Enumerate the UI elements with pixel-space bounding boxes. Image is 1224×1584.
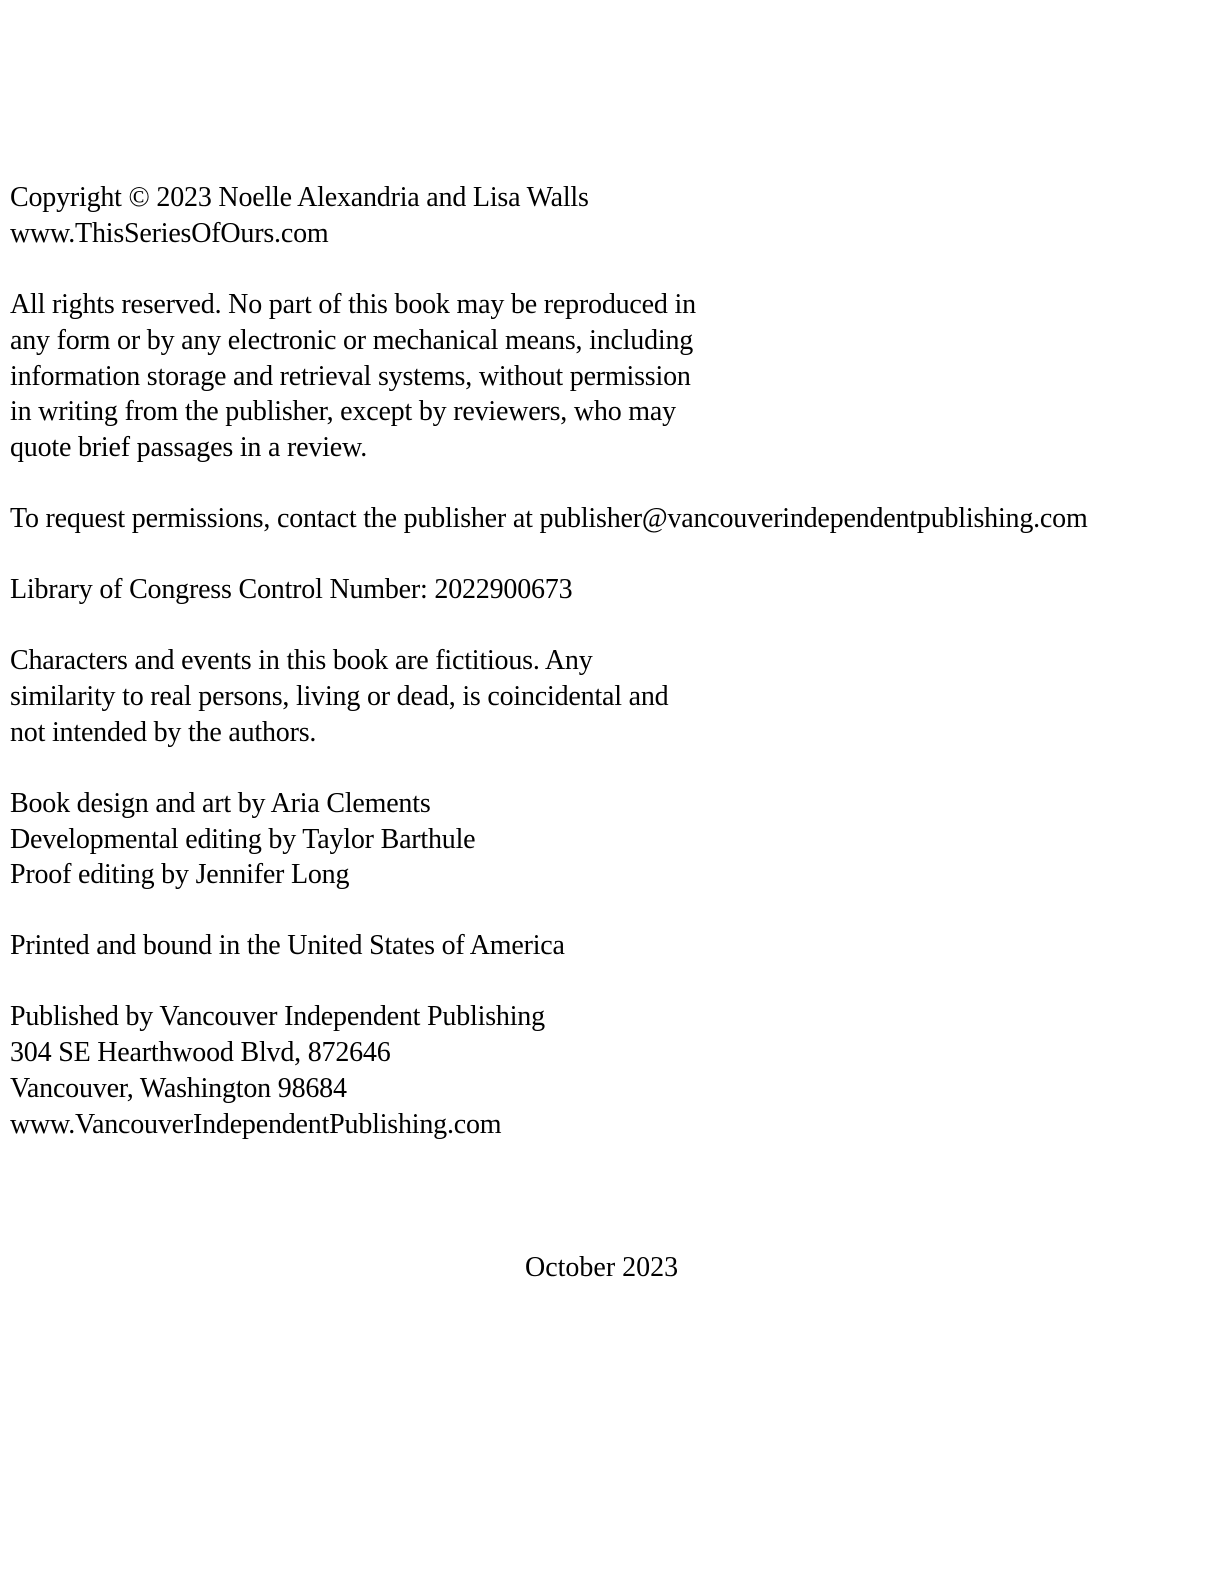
rights-line-5: quote brief passages in a review. bbox=[10, 432, 368, 463]
credit-developmental-editing: Developmental editing by Taylor Barthule bbox=[10, 824, 476, 855]
lccn: Library of Congress Control Number: 2022900673 bbox=[10, 574, 573, 605]
publisher-name: Published by Vancouver Independent Publishing bbox=[10, 1001, 545, 1032]
publication-date: October 2023 bbox=[525, 1252, 679, 1283]
permissions-request: To request permissions, contact the publisher at publisher@vancouverindependentpublishing.com bbox=[10, 503, 1088, 534]
printed-notice: Printed and bound in the United States of America bbox=[10, 930, 565, 961]
series-website: www.ThisSeriesOfOurs.com bbox=[10, 218, 329, 249]
rights-line-1: All rights reserved. No part of this book may be reproduced in bbox=[10, 289, 696, 320]
rights-line-4: in writing from the publisher, except by reviewers, who may bbox=[10, 396, 676, 427]
rights-line-3: information storage and retrieval systems, without permission bbox=[10, 361, 691, 392]
copyright-notice: Copyright © 2023 Noelle Alexandria and Lisa Walls bbox=[10, 182, 589, 213]
publisher-city: Vancouver, Washington 98684 bbox=[10, 1073, 347, 1104]
disclaimer-line-1: Characters and events in this book are fictitious. Any bbox=[10, 645, 593, 676]
disclaimer-line-2: similarity to real persons, living or dead, is coincidental and bbox=[10, 681, 669, 712]
credit-proof-editing: Proof editing by Jennifer Long bbox=[10, 859, 350, 890]
disclaimer-line-3: not intended by the authors. bbox=[10, 717, 317, 748]
credit-design: Book design and art by Aria Clements bbox=[10, 788, 431, 819]
rights-line-2: any form or by any electronic or mechanical means, including bbox=[10, 325, 694, 356]
publisher-street: 304 SE Hearthwood Blvd, 872646 bbox=[10, 1037, 391, 1068]
publisher-website: www.VancouverIndependentPublishing.com bbox=[10, 1109, 502, 1140]
